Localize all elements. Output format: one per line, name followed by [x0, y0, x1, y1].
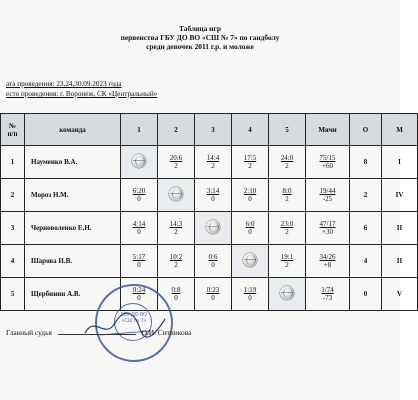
match-score: 23:0 — [280, 220, 294, 228]
signature-scribble — [80, 305, 170, 345]
match-points: 2 — [174, 162, 178, 170]
match-score: 6:0 — [245, 220, 255, 228]
row-number: 2 — [1, 179, 25, 212]
goal-difference: +30 — [322, 228, 333, 236]
table-row — [1, 245, 418, 278]
match-points: 0 — [211, 261, 215, 269]
match-score-cell — [269, 179, 306, 212]
match-score-cell — [232, 146, 269, 179]
match-points: 0 — [137, 294, 141, 302]
match-score-cell — [269, 245, 306, 278]
team-name: Науменко В.А. — [25, 146, 121, 179]
handball-icon — [132, 154, 146, 168]
goals-ratio: 34/26 — [319, 253, 336, 261]
match-score: 2:10 — [243, 187, 257, 195]
match-points: 2 — [174, 228, 178, 236]
match-points: 0 — [174, 294, 178, 302]
col-game-5-header: 5 — [269, 114, 306, 146]
match-score-cell — [158, 212, 195, 245]
goals-ratio: 47/17 — [319, 220, 336, 228]
match-score: 1:19 — [243, 286, 257, 294]
total-points: 6 — [350, 212, 382, 245]
col-game-1-header: 1 — [121, 114, 158, 146]
goals-cell — [306, 179, 350, 212]
match-score-cell — [158, 245, 195, 278]
match-points: 0 — [137, 195, 141, 203]
match-score-cell — [195, 278, 232, 311]
row-number: 4 — [1, 245, 25, 278]
match-points: 0 — [248, 195, 252, 203]
match-score: 20:6 — [169, 154, 183, 162]
signature-underline — [58, 334, 136, 335]
handball-icon — [280, 286, 294, 300]
match-points: 0 — [137, 228, 141, 236]
goals-cell — [306, 146, 350, 179]
match-points: 2 — [211, 162, 215, 170]
final-place: II — [382, 212, 418, 245]
col-place-header: М — [382, 114, 418, 146]
self-match-cell — [158, 179, 195, 212]
match-points: 0 — [248, 294, 252, 302]
col-game-4-header: 4 — [232, 114, 269, 146]
goal-difference: -73 — [322, 294, 333, 302]
doc-subtitle-group: среди девочек 2011 г.р. и моложе — [146, 42, 254, 51]
final-place: I — [382, 146, 418, 179]
match-points: 0 — [248, 228, 252, 236]
match-score: 0:23 — [206, 286, 220, 294]
goals-cell — [306, 212, 350, 245]
goals-ratio: 19/44 — [319, 187, 336, 195]
match-score-cell — [158, 146, 195, 179]
goal-difference: +8 — [323, 261, 332, 269]
match-score-cell — [269, 146, 306, 179]
handball-icon — [169, 187, 183, 201]
match-score-cell — [121, 245, 158, 278]
table-row — [1, 212, 418, 245]
match-score: 24:0 — [280, 154, 294, 162]
team-name: Мороз Н.М. — [25, 179, 121, 212]
stamp-text: ГБУ ДО ВО «СШ № 7» — [120, 312, 148, 324]
match-score: 5:17 — [132, 253, 146, 261]
total-points: 8 — [350, 146, 382, 179]
row-number: 1 — [1, 146, 25, 179]
results-table — [0, 113, 418, 311]
footer-signature-line — [6, 328, 191, 337]
match-score: 0:24 — [132, 286, 146, 294]
goals-cell — [306, 245, 350, 278]
table-row — [1, 146, 418, 179]
event-date: ата проведения: 23,24,30.09.2023 года — [6, 80, 122, 88]
handball-icon — [243, 253, 257, 267]
goals-ratio: 75/15 — [319, 154, 336, 162]
match-score: 4:14 — [132, 220, 146, 228]
match-score-cell — [121, 212, 158, 245]
row-number: 3 — [1, 212, 25, 245]
match-score: 0:8 — [171, 286, 181, 294]
col-team-header: команда — [25, 114, 121, 146]
table-row — [1, 278, 418, 311]
handball-icon — [206, 220, 220, 234]
final-place: V — [382, 278, 418, 311]
match-score: 6:20 — [132, 187, 146, 195]
match-points: 2 — [285, 162, 289, 170]
match-score: 14:3 — [169, 220, 183, 228]
chief-judge-name: О.И. Ситникова — [141, 328, 192, 337]
match-points: 2 — [174, 261, 178, 269]
match-score-cell — [195, 179, 232, 212]
doc-title: Таблица игр — [179, 24, 221, 33]
col-game-3-header: 3 — [195, 114, 232, 146]
match-score-cell — [232, 278, 269, 311]
match-score: 8:0 — [282, 187, 292, 195]
col-goals-header: Мячи — [306, 114, 350, 146]
match-points: 0 — [137, 261, 141, 269]
row-number: 5 — [1, 278, 25, 311]
goal-difference: -25 — [322, 195, 333, 203]
match-score-cell — [269, 212, 306, 245]
chief-judge-label: Главный судья — [6, 328, 52, 337]
match-score: 19:1 — [280, 253, 294, 261]
match-score-cell — [195, 146, 232, 179]
table-row — [1, 179, 418, 212]
self-match-cell — [232, 245, 269, 278]
doc-subtitle-org: первенства ГБУ ДО ВО «СШ № 7» по гандболу — [120, 33, 280, 42]
self-match-cell — [121, 146, 158, 179]
col-num-header: № п/п — [1, 114, 25, 146]
match-points: 2 — [285, 195, 289, 203]
match-score-cell — [232, 179, 269, 212]
match-points: 0 — [211, 195, 215, 203]
final-place: II — [382, 245, 418, 278]
match-points: 0 — [211, 294, 215, 302]
total-points: 4 — [350, 245, 382, 278]
team-name: Черноволенко Е.Н. — [25, 212, 121, 245]
match-score: 3:14 — [206, 187, 220, 195]
col-points-header: О — [350, 114, 382, 146]
total-points: 2 — [350, 179, 382, 212]
match-score: 17:5 — [243, 154, 257, 162]
match-score-cell — [121, 179, 158, 212]
goal-difference: +60 — [322, 162, 333, 170]
col-game-2-header: 2 — [158, 114, 195, 146]
self-match-cell — [269, 278, 306, 311]
match-points: 2 — [285, 261, 289, 269]
match-score: 10:2 — [169, 253, 183, 261]
match-score: 14:4 — [206, 154, 220, 162]
team-name: Щербинин А.В. — [25, 278, 121, 311]
match-score-cell — [195, 245, 232, 278]
total-points: 0 — [350, 278, 382, 311]
self-match-cell — [195, 212, 232, 245]
match-points: 2 — [248, 162, 252, 170]
final-place: IV — [382, 179, 418, 212]
table-header-row — [1, 114, 418, 146]
match-score-cell — [232, 212, 269, 245]
team-name: Шарова И.В. — [25, 245, 121, 278]
match-points: 2 — [285, 228, 289, 236]
match-score: 0:6 — [208, 253, 218, 261]
goals-cell — [306, 278, 350, 311]
goals-ratio: 1/74 — [321, 286, 334, 294]
event-place: есто проведения: г. Воронеж, СК «Центральный» — [6, 90, 158, 98]
